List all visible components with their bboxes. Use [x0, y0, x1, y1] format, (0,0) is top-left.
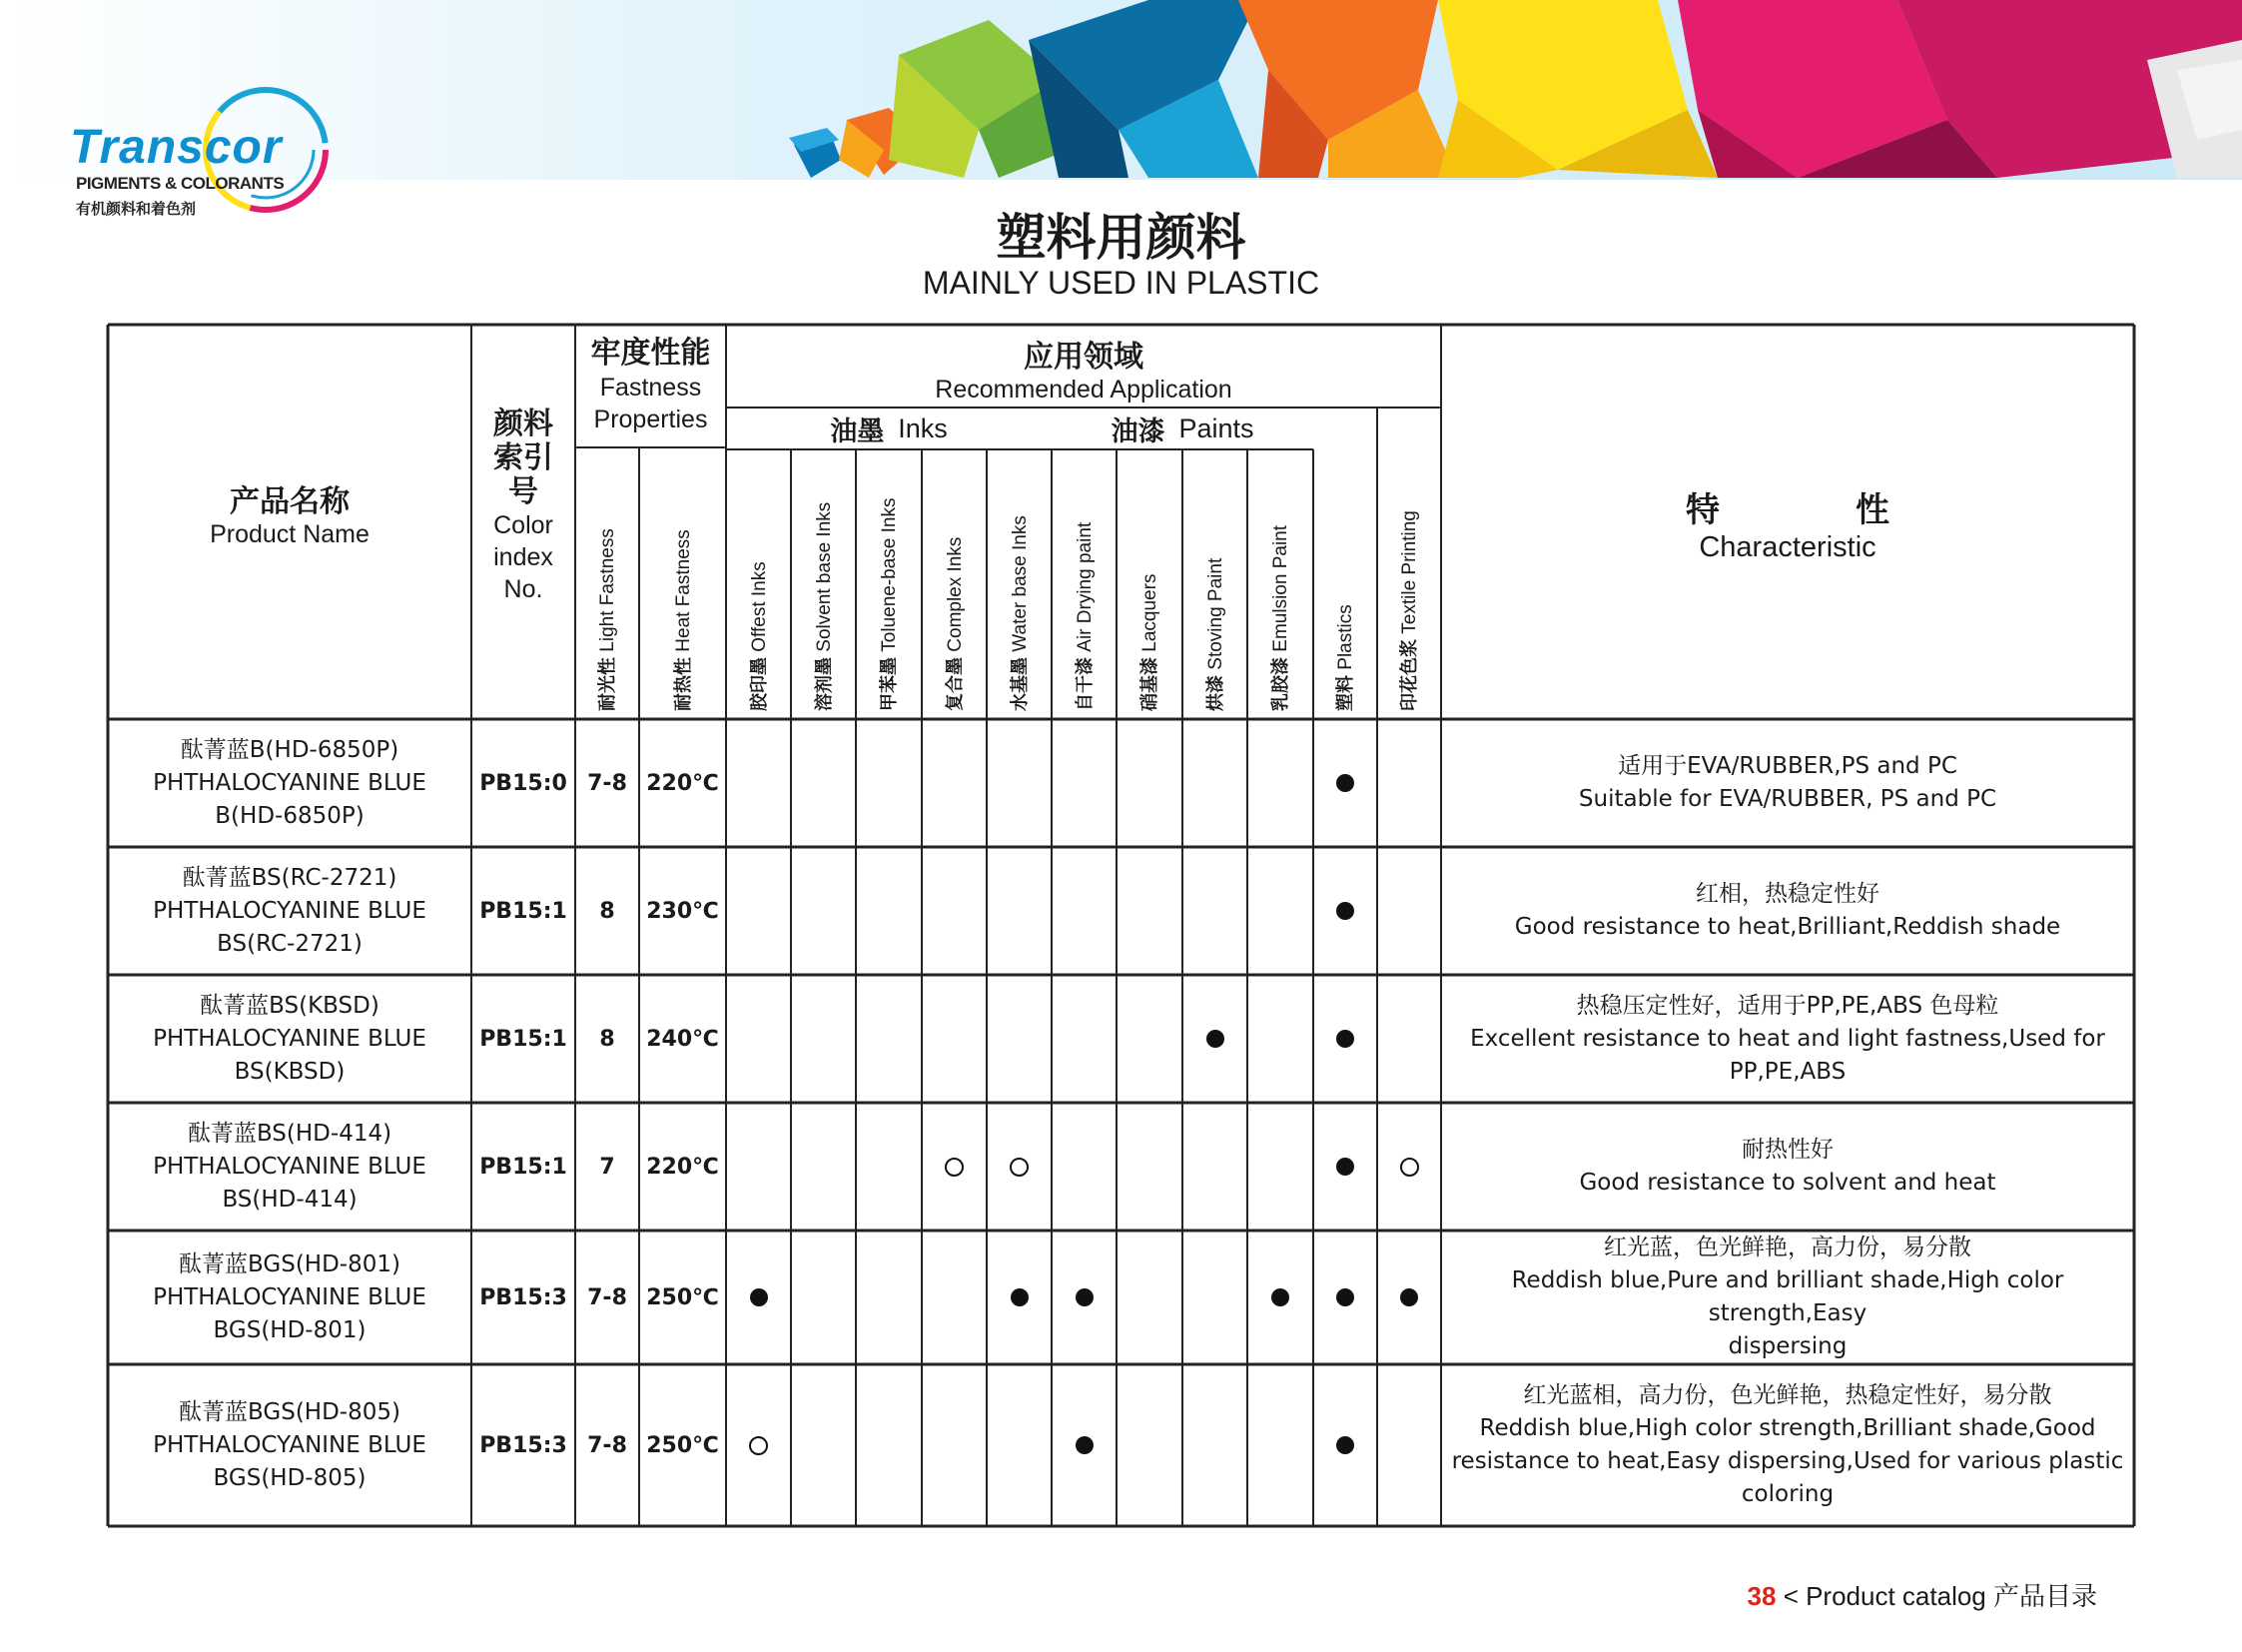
product-name-line: PHTHALOCYANINE BLUE [153, 1283, 426, 1310]
color-index-cell: PB15:1 [479, 1154, 567, 1180]
column-label-en: Air Drying paint [1074, 521, 1096, 652]
application-cell [1377, 1103, 1441, 1231]
characteristic-line: 耐热性好 [1742, 1137, 1834, 1163]
product-name-line: 酞菁蓝BS(RC-2721) [182, 864, 397, 891]
heat-fastness-cell: 250℃ [646, 1284, 719, 1310]
column-label-zh: 耐热性 [672, 657, 693, 711]
column-label-en: Stoving Paint [1204, 557, 1226, 670]
application-cell [726, 1103, 791, 1231]
heat-fastness-cell: 220℃ [646, 1154, 719, 1180]
column-label-en: Textile Printing [1399, 510, 1420, 634]
characteristic-line: Good resistance to solvent and heat [1579, 1170, 1996, 1196]
application-cell [922, 1231, 987, 1364]
characteristic-cell [1441, 1103, 2134, 1231]
product-name-line: BGS(HD-805) [213, 1464, 367, 1491]
header-color-index [471, 408, 575, 647]
column-label [1204, 558, 1227, 711]
column-label [813, 502, 836, 711]
application-cell [1377, 975, 1441, 1103]
logo-brand: Transcor [70, 121, 283, 174]
column-label [1269, 525, 1292, 711]
product-name-line: BS(KBSD) [234, 1058, 346, 1085]
header-inks-zh: 油墨 [830, 415, 885, 447]
application-cell [791, 1231, 856, 1364]
application-cell [1117, 1103, 1182, 1231]
characteristic-line: coloring [1741, 1481, 1835, 1507]
column-label-en: Heat Fastness [672, 529, 694, 652]
application-cell [922, 1103, 987, 1231]
column-label-zh: 乳胶漆 [1270, 657, 1290, 711]
application-cell [1052, 1364, 1117, 1526]
characteristic-cell [1441, 719, 2134, 847]
application-cell [1247, 1231, 1313, 1364]
characteristic-line: 红光蓝，色光鲜艳，高力份，易分散 [1604, 1235, 1971, 1260]
filled-dot-icon [1336, 1288, 1354, 1306]
characteristic-line: Good resistance to heat,Brilliant,Reddish shade [1514, 914, 2061, 940]
product-name-line: B(HD-6850P) [215, 802, 365, 829]
page-number: 38 [1747, 1581, 1777, 1611]
column-label-zh: 自干漆 [1074, 657, 1095, 711]
product-name-cell [108, 719, 471, 847]
application-cell [1313, 1103, 1377, 1231]
characteristic-line: 红光蓝相，高力份，色光鲜艳，热稳定性好，易分散 [1523, 1382, 2052, 1408]
heat-fastness-cell: 220℃ [646, 770, 719, 796]
application-cell [1052, 1231, 1117, 1364]
logo-tagline: PIGMENTS & COLORANTS [76, 174, 285, 193]
application-cell [987, 719, 1052, 847]
characteristic-cell [1441, 975, 2134, 1103]
heat-fastness-cell: 240℃ [646, 1026, 719, 1052]
light-fastness-cell: 8 [599, 1026, 615, 1052]
light-fastness-cell: 7-8 [587, 770, 627, 796]
characteristic-line: Suitable for EVA/RUBBER, PS and PC [1578, 786, 1997, 812]
application-cell [1117, 1364, 1182, 1526]
filled-dot-icon [1400, 1288, 1418, 1306]
filled-dot-icon [1336, 1030, 1354, 1048]
column-label-en: Solvent base Inks [813, 501, 835, 652]
filled-dot-icon [1076, 1436, 1094, 1454]
application-cell [856, 719, 922, 847]
header-paints-zh: 油漆 [1111, 415, 1165, 447]
header-fastness [575, 328, 726, 447]
application-cell [1313, 1231, 1377, 1364]
column-label-en: Complex Inks [944, 536, 966, 652]
application-cell [1247, 975, 1313, 1103]
filled-dot-icon [1206, 1030, 1224, 1048]
product-name-cell [108, 975, 471, 1103]
application-cell [1182, 1364, 1247, 1526]
column-label [596, 528, 619, 711]
product-name-line: PHTHALOCYANINE BLUE [153, 1153, 426, 1180]
application-cell [1313, 847, 1377, 975]
application-cell [1313, 1364, 1377, 1526]
filled-dot-icon [1271, 1288, 1289, 1306]
column-label-en: Water base Inks [1009, 515, 1031, 652]
column-label [1074, 522, 1097, 711]
column-label-zh: 塑料 [1335, 675, 1355, 711]
application-cell [1117, 719, 1182, 847]
column-label [1009, 515, 1032, 711]
product-name-line: BGS(HD-801) [213, 1316, 367, 1343]
header-application-zh: 应用领域 [1024, 339, 1143, 375]
filled-dot-icon [1336, 774, 1354, 792]
application-cell [1182, 1103, 1247, 1231]
application-cell [856, 1231, 922, 1364]
characteristic-cell [1441, 1364, 2134, 1526]
hollow-circle-icon [1400, 1158, 1419, 1177]
color-index-cell: PB15:3 [479, 1432, 567, 1458]
column-label-zh: 烘漆 [1204, 675, 1225, 711]
column-label-en: Toluene-base Inks [879, 497, 900, 652]
application-cell [1182, 1231, 1247, 1364]
color-index-cell: PB15:1 [479, 898, 567, 924]
color-index-cell: PB15:1 [479, 1026, 567, 1052]
product-name-cell [108, 1103, 471, 1231]
filled-dot-icon [1336, 902, 1354, 920]
product-name-line: PHTHALOCYANINE BLUE [153, 769, 426, 796]
header-fastness-zh: 牢度性能 [590, 336, 711, 371]
characteristic-line: Reddish blue,Pure and brilliant shade,High color strength,Easy [1511, 1267, 2064, 1326]
application-cell [1182, 975, 1247, 1103]
product-name-line: 酞菁蓝B(HD-6850P) [180, 736, 399, 763]
characteristic-line: Excellent resistance to heat and light fastness,Used for [1470, 1025, 2105, 1052]
application-cell [987, 1103, 1052, 1231]
header-char-zh: 特 性 [1686, 490, 1889, 530]
product-name-line: 酞菁蓝BGS(HD-801) [179, 1250, 400, 1277]
product-name-line: BS(HD-414) [222, 1186, 358, 1213]
product-name-line: BS(RC-2721) [217, 930, 363, 957]
product-name-line: 酞菁蓝BS(KBSD) [200, 992, 379, 1019]
characteristic-line: PP,PE,ABS [1729, 1058, 1847, 1085]
column-label-zh: 水基墨 [1009, 657, 1030, 711]
application-cell [1052, 1103, 1117, 1231]
filled-dot-icon [1336, 1158, 1354, 1176]
header-fastness-en: Fastness Properties [593, 374, 708, 433]
application-cell [922, 975, 987, 1103]
filled-dot-icon [750, 1288, 768, 1306]
product-name-line: 酞菁蓝BS(HD-414) [187, 1120, 392, 1147]
logo-tagline-zh: 有机颜料和着色剂 [76, 201, 197, 218]
characteristic-line: 红相，热稳定性好 [1696, 881, 1879, 907]
filled-dot-icon [1336, 1436, 1354, 1454]
application-cell [726, 1364, 791, 1526]
column-label [748, 561, 771, 711]
column-label-en: Plastics [1335, 604, 1356, 670]
column-label-zh: 胶印墨 [748, 657, 769, 711]
characteristic-line: Reddish blue,High color strength,Brilliant shade,Good [1479, 1415, 2096, 1441]
application-cell [1247, 847, 1313, 975]
application-cell [987, 975, 1052, 1103]
application-cell [1117, 847, 1182, 975]
characteristic-line: 热稳压定性好，适用于PP,PE,ABS 色母粒 [1576, 992, 1999, 1019]
header-inks-en: Inks [898, 413, 948, 443]
application-cell [726, 847, 791, 975]
hollow-circle-icon [1010, 1158, 1029, 1177]
heat-fastness-cell: 250℃ [646, 1432, 719, 1458]
heat-fastness-cell: 230℃ [646, 898, 719, 924]
header-application [726, 328, 1441, 408]
column-label [672, 529, 695, 711]
product-name-cell [108, 1364, 471, 1526]
header-ci-zh: 颜料索引号 [493, 407, 553, 509]
application-cell [987, 1364, 1052, 1526]
column-label-en: Offest Inks [748, 561, 770, 652]
application-cell [1377, 719, 1441, 847]
application-cell [856, 1103, 922, 1231]
page-footer [1728, 1576, 2097, 1613]
hollow-circle-icon [749, 1436, 768, 1455]
column-label [1334, 604, 1357, 711]
characteristic-cell [1441, 1231, 2134, 1364]
characteristic-line: dispersing [1728, 1333, 1848, 1359]
characteristic-line: resistance to heat,Easy dispersing,Used for various plastic [1451, 1448, 2124, 1474]
column-label-zh: 复合墨 [944, 657, 965, 711]
header-paints-en: Paints [1178, 413, 1254, 443]
light-fastness-cell: 7-8 [587, 1284, 627, 1310]
application-cell [1117, 1231, 1182, 1364]
column-label [1398, 510, 1421, 711]
application-cell [791, 847, 856, 975]
application-cell [726, 719, 791, 847]
filled-dot-icon [1011, 1288, 1029, 1306]
header-paints [1052, 408, 1313, 449]
characteristic-cell [1441, 847, 2134, 975]
light-fastness-cell: 7 [599, 1154, 615, 1180]
application-cell [1052, 847, 1117, 975]
application-cell [1052, 975, 1117, 1103]
column-label [1138, 574, 1161, 711]
column-label [878, 498, 901, 712]
column-label-zh: 印花色浆 [1399, 639, 1419, 711]
product-name-line: 酞菁蓝BGS(HD-805) [179, 1398, 400, 1425]
application-cell [1247, 719, 1313, 847]
product-name-line: PHTHALOCYANINE BLUE [153, 1431, 426, 1458]
application-cell [856, 1364, 922, 1526]
product-name-line: PHTHALOCYANINE BLUE [153, 897, 426, 924]
column-label-zh: 硝基漆 [1139, 657, 1159, 711]
column-label-zh: 甲苯墨 [879, 657, 899, 711]
application-cell [1052, 719, 1117, 847]
column-label-zh: 耐光性 [597, 657, 617, 711]
application-cell [1117, 975, 1182, 1103]
application-cell [1377, 1231, 1441, 1364]
application-cell [922, 1364, 987, 1526]
application-cell [1247, 1364, 1313, 1526]
product-name-line: PHTHALOCYANINE BLUE [153, 1025, 426, 1052]
application-cell [726, 975, 791, 1103]
column-label-zh: 溶剂墨 [813, 657, 834, 711]
light-fastness-cell: 7-8 [587, 1432, 627, 1458]
column-label-en: Lacquers [1139, 573, 1160, 652]
filled-dot-icon [1076, 1288, 1094, 1306]
column-label [944, 537, 967, 711]
application-cell [791, 975, 856, 1103]
header-product-name [108, 408, 471, 617]
application-cell [856, 847, 922, 975]
application-cell [1313, 975, 1377, 1103]
header-product-zh: 产品名称 [230, 483, 350, 519]
color-index-cell: PB15:0 [479, 770, 567, 796]
header-ci-en: Color index No. [493, 511, 553, 603]
application-cell [922, 847, 987, 975]
application-cell [1313, 719, 1377, 847]
page-title-zh: 塑料用颜料 [996, 210, 1246, 266]
application-cell [791, 719, 856, 847]
application-cell [987, 847, 1052, 975]
column-label-en: Light Fastness [597, 528, 618, 652]
light-fastness-cell: 8 [599, 898, 615, 924]
header-characteristic [1441, 328, 2134, 719]
application-cell [856, 975, 922, 1103]
application-cell [1247, 1103, 1313, 1231]
application-cell [1182, 719, 1247, 847]
page-title-en: MAINLY USED IN PLASTIC [922, 265, 1320, 301]
application-cell [1377, 847, 1441, 975]
application-cell [1182, 847, 1247, 975]
application-cell [726, 1231, 791, 1364]
color-index-cell: PB15:3 [479, 1284, 567, 1310]
application-cell [987, 1231, 1052, 1364]
header-product-en: Product Name [210, 519, 370, 548]
product-name-cell [108, 847, 471, 975]
application-cell [922, 719, 987, 847]
characteristic-line: 适用于EVA/RUBBER,PS and PC [1618, 753, 1957, 779]
application-cell [791, 1103, 856, 1231]
header-inks [726, 408, 1052, 449]
application-cell [1377, 1364, 1441, 1526]
hollow-circle-icon [945, 1158, 964, 1177]
header-char-en: Characteristic [1699, 531, 1876, 563]
column-label-en: Emulsion Paint [1270, 524, 1291, 652]
product-name-cell [108, 1231, 471, 1364]
application-cell [791, 1364, 856, 1526]
header-application-en: Recommended Application [935, 375, 1232, 404]
footer-text: < Product catalog 产品目录 [1783, 1581, 2097, 1611]
